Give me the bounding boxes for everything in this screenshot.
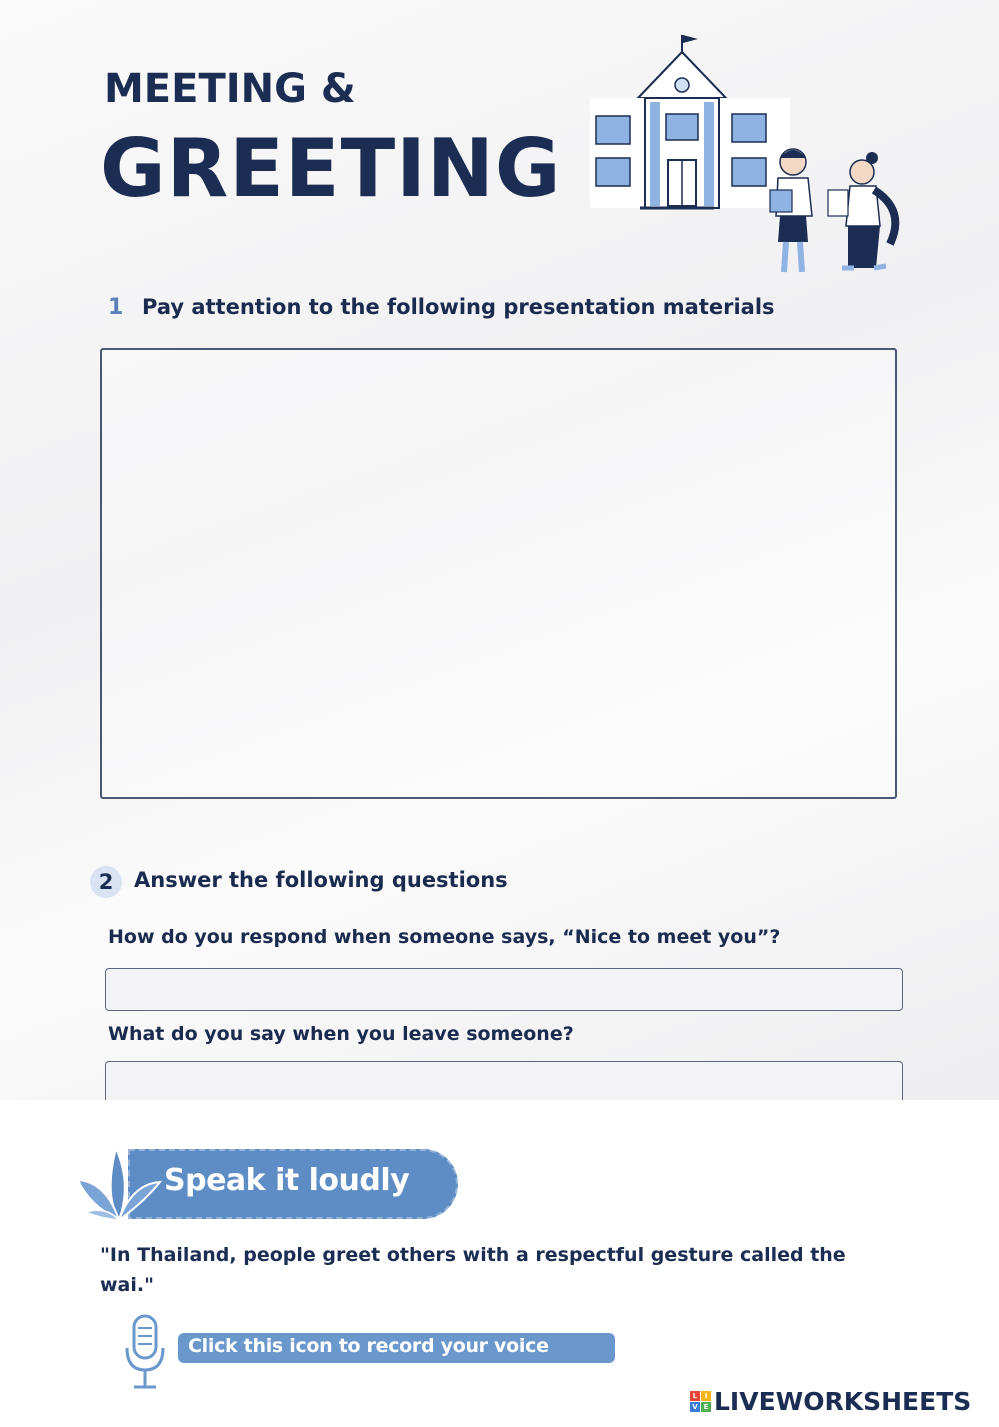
record-voice-label: Click this icon to record your voice [188,1335,549,1357]
section-1-number: 1 [108,295,124,320]
answer-2-field[interactable] [105,1061,903,1104]
logo-square-l: L [690,1391,700,1401]
school-illustration [590,30,920,280]
students-icon [770,149,895,272]
section-1-title: Pay attention to the following presentation materials [142,295,775,319]
microphone-icon[interactable] [124,1314,166,1390]
presentation-frame[interactable] [100,348,897,799]
liveworksheets-brand: LIVEWORKSHEETS [714,1386,972,1416]
section-2-number: 2 [90,866,122,898]
logo-square-i: I [701,1391,711,1401]
answer-1-field[interactable] [105,968,903,1011]
speak-banner-label: Speak it loudly [164,1163,410,1198]
logo-square-v: V [690,1402,700,1412]
liveworksheets-logo [690,1386,990,1416]
question-1: How do you respond when someone says, “Nice to meet you”? [108,926,781,948]
title-line-2: GREETING [100,122,562,215]
logo-square-e: E [701,1402,711,1412]
title-line-1: MEETING & [104,66,356,112]
liveworksheets-logo-icon [690,1391,711,1412]
section-2-title: Answer the following questions [134,868,508,892]
speaking-quote: "In Thailand, people greet others with a respectful gesture called the wai." [100,1244,846,1296]
school-building-icon [590,35,790,208]
leaf-icon [74,1140,164,1225]
question-2: What do you say when you leave someone? [108,1023,574,1045]
